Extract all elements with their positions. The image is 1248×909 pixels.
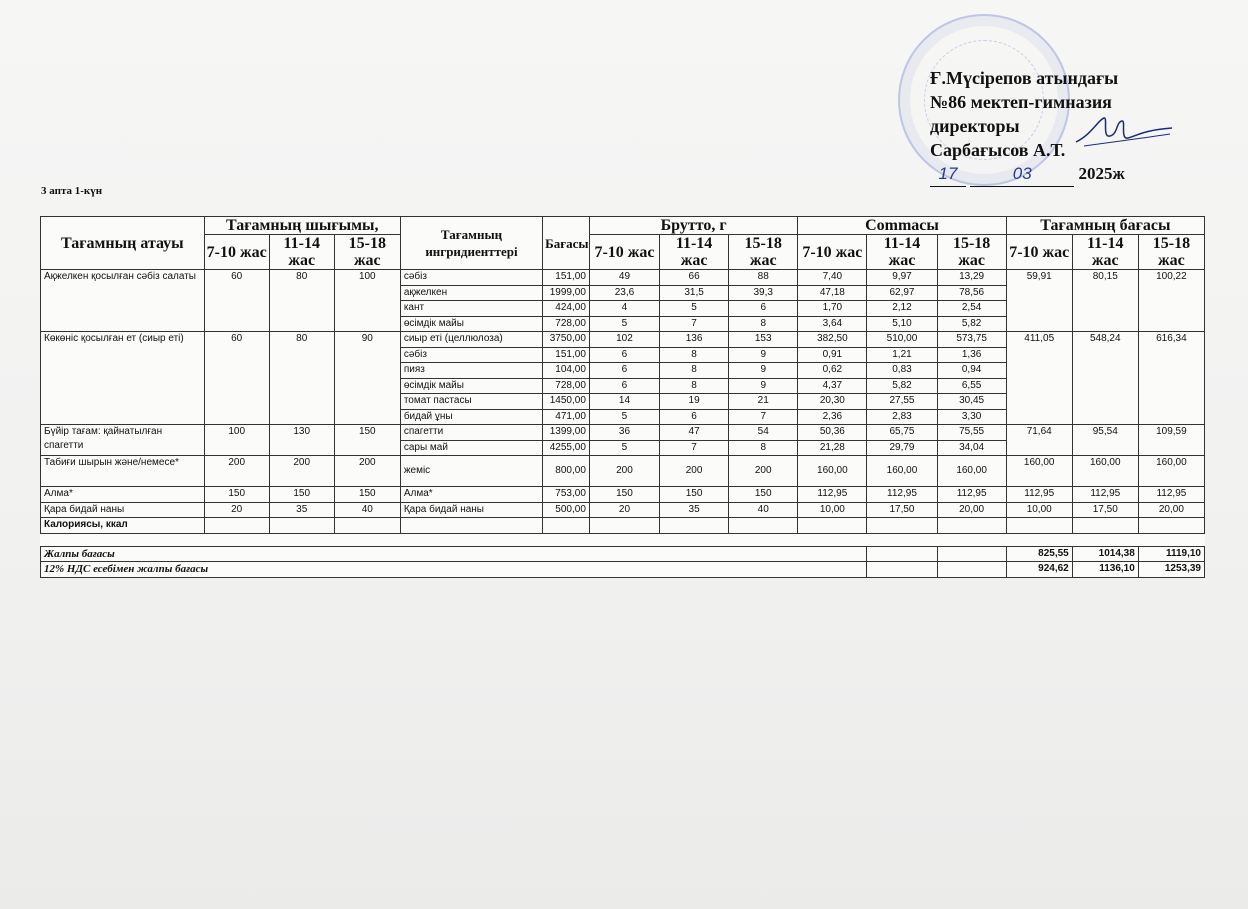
sum-value: 0,91 [798, 347, 867, 363]
brutto-value: 5 [660, 301, 729, 317]
total-row-empty [937, 546, 1006, 562]
brutto-value: 150 [729, 487, 798, 503]
sum-value: 1,70 [798, 301, 867, 317]
ingredient-price: 1450,00 [543, 394, 590, 410]
approval-date-month: 03 [970, 162, 1074, 187]
brutto-value: 8 [729, 316, 798, 332]
table-row [41, 332, 1205, 348]
dish-output: 90 [334, 332, 400, 425]
brutto-value: 8 [660, 378, 729, 394]
vat-total-row-value: 924,62 [1006, 562, 1072, 578]
brutto-value: 8 [729, 440, 798, 456]
sum-value: 160,00 [937, 456, 1006, 487]
dish-output: 100 [204, 425, 269, 456]
calories-empty-cell [1072, 518, 1138, 534]
dish-price-value: 160,00 [1072, 456, 1138, 487]
sum-value: 5,82 [937, 316, 1006, 332]
dish-price-value: 112,95 [1072, 487, 1138, 503]
calories-empty-cell [334, 518, 400, 534]
brutto-value: 5 [589, 440, 659, 456]
ingredient-price: 1999,00 [543, 285, 590, 301]
sum-value: 5,82 [867, 378, 937, 394]
dish-name: Бүйір тағам: қайнатылған спагетти [41, 425, 205, 456]
header-price-age-2: 11-14 жас [1072, 235, 1138, 270]
header-brutto-age-1: 7-10 жас [589, 235, 659, 270]
dish-output: 200 [334, 456, 400, 487]
sum-value: 29,79 [867, 440, 937, 456]
spacer-row [41, 533, 1205, 546]
dish-price-value: 548,24 [1072, 332, 1138, 425]
sum-value: 78,56 [937, 285, 1006, 301]
table-row [41, 502, 1205, 518]
ingredient-name: сиыр еті (целлюлоза) [400, 332, 542, 348]
brutto-value: 150 [589, 487, 659, 503]
dish-name: Қара бидай наны [41, 502, 205, 518]
dish-output: 80 [269, 332, 334, 425]
brutto-value: 5 [589, 409, 659, 425]
total-row-value: 1119,10 [1138, 546, 1204, 562]
brutto-value: 39,3 [729, 285, 798, 301]
brutto-value: 150 [660, 487, 729, 503]
ingredient-price: 500,00 [543, 502, 590, 518]
calories-label: Калориясы, ккал [41, 518, 205, 534]
calories-empty-cell [798, 518, 867, 534]
total-row [41, 546, 1205, 562]
sum-value: 27,55 [867, 394, 937, 410]
header-output: Тағамның шығымы, [204, 217, 400, 235]
brutto-value: 102 [589, 332, 659, 348]
brutto-value: 8 [660, 347, 729, 363]
sum-value: 62,97 [867, 285, 937, 301]
ingredient-name: сары май [400, 440, 542, 456]
brutto-value: 6 [589, 347, 659, 363]
spacer-cell [41, 533, 1205, 546]
sum-value: 30,45 [937, 394, 1006, 410]
dish-output: 20 [204, 502, 269, 518]
dish-output: 80 [269, 270, 334, 332]
table-row [41, 425, 1205, 441]
sum-value: 1,36 [937, 347, 1006, 363]
calories-empty-cell [660, 518, 729, 534]
header-sum: Сommасы [798, 217, 1006, 235]
ingredient-price: 800,00 [543, 456, 590, 487]
dish-price-value: 160,00 [1006, 456, 1072, 487]
header-price-age-1: 7-10 жас [1006, 235, 1072, 270]
ingredient-price: 753,00 [543, 487, 590, 503]
sum-value: 510,00 [867, 332, 937, 348]
calories-empty-cell [589, 518, 659, 534]
ingredient-price: 3750,00 [543, 332, 590, 348]
brutto-value: 6 [660, 409, 729, 425]
brutto-value: 88 [729, 270, 798, 286]
ingredient-name: Алма* [400, 487, 542, 503]
sum-value: 2,54 [937, 301, 1006, 317]
brutto-value: 14 [589, 394, 659, 410]
sum-value: 4,37 [798, 378, 867, 394]
sum-value: 75,55 [937, 425, 1006, 441]
header-output-age-2: 11-14 жас [269, 235, 334, 270]
dish-price-value: 100,22 [1138, 270, 1204, 332]
director-signature [1074, 112, 1174, 152]
ingredient-price: 728,00 [543, 378, 590, 394]
ingredient-price: 424,00 [543, 301, 590, 317]
calories-empty-cell [400, 518, 542, 534]
sum-value: 50,36 [798, 425, 867, 441]
dish-output: 35 [269, 502, 334, 518]
sum-value: 5,10 [867, 316, 937, 332]
brutto-value: 36 [589, 425, 659, 441]
sum-value: 112,95 [937, 487, 1006, 503]
brutto-value: 31,5 [660, 285, 729, 301]
sum-value: 160,00 [798, 456, 867, 487]
dish-price-value: 20,00 [1138, 502, 1204, 518]
sum-value: 0,62 [798, 363, 867, 379]
header-price: Бағасы [543, 217, 590, 270]
header-name: Тағамның атауы [41, 217, 205, 270]
vat-total-row-empty [937, 562, 1006, 578]
sum-value: 0,83 [867, 363, 937, 379]
brutto-value: 5 [589, 316, 659, 332]
header-brutto-age-3: 15-18 жас [729, 235, 798, 270]
brutto-value: 47 [660, 425, 729, 441]
dish-output: 130 [269, 425, 334, 456]
sum-value: 3,30 [937, 409, 1006, 425]
dish-output: 60 [204, 270, 269, 332]
ingredient-name: бидай ұны [400, 409, 542, 425]
ingredient-name: кант [400, 301, 542, 317]
brutto-value: 4 [589, 301, 659, 317]
calories-empty-cell [729, 518, 798, 534]
sum-value: 20,30 [798, 394, 867, 410]
dish-price-value: 411,05 [1006, 332, 1072, 425]
vat-total-row [41, 562, 1205, 578]
header-sum-age-3: 15-18 жас [937, 235, 1006, 270]
approval-date-year: 2025ж [1078, 164, 1125, 183]
sum-value: 0,94 [937, 363, 1006, 379]
header-price-age-3: 15-18 жас [1138, 235, 1204, 270]
dish-name: Ақжелкен қосылған сәбіз салаты [41, 270, 205, 332]
dish-output: 100 [334, 270, 400, 332]
dish-name: Табиғи шырын және/немесе* [41, 456, 205, 487]
ingredient-price: 104,00 [543, 363, 590, 379]
dish-price-value: 95,54 [1072, 425, 1138, 456]
ingredient-price: 151,00 [543, 347, 590, 363]
menu-table [40, 216, 1205, 578]
sum-value: 47,18 [798, 285, 867, 301]
ingredient-name: сәбіз [400, 270, 542, 286]
table-row [41, 487, 1205, 503]
sum-value: 112,95 [798, 487, 867, 503]
approval-line-4: Сарбағысов А.Т. [930, 140, 1066, 160]
approval-line-3: директоры [930, 116, 1020, 136]
brutto-value: 6 [729, 301, 798, 317]
vat-total-row-label: 12% НДС есебімен жалпы бағасы [41, 562, 867, 578]
brutto-value: 6 [589, 363, 659, 379]
brutto-value: 49 [589, 270, 659, 286]
header-sum-age-2: 11-14 жас [867, 235, 937, 270]
dish-price-value: 112,95 [1006, 487, 1072, 503]
sum-value: 573,75 [937, 332, 1006, 348]
brutto-value: 136 [660, 332, 729, 348]
calories-empty-cell [937, 518, 1006, 534]
brutto-value: 20 [589, 502, 659, 518]
brutto-value: 66 [660, 270, 729, 286]
sum-value: 13,29 [937, 270, 1006, 286]
week-day-label: 3 апта 1-күн [41, 185, 103, 197]
sum-value: 6,55 [937, 378, 1006, 394]
ingredient-name: ақжелкен [400, 285, 542, 301]
dish-output: 200 [269, 456, 334, 487]
brutto-value: 7 [660, 316, 729, 332]
dish-output: 150 [334, 487, 400, 503]
dish-name: Алма* [41, 487, 205, 503]
approval-line-1: Ғ.Мүсірепов атындағы [930, 68, 1119, 88]
header-dish-price: Тағамның бағасы [1006, 217, 1204, 235]
table-row [41, 270, 1205, 286]
calories-empty-cell [204, 518, 269, 534]
header-brutto-age-2: 11-14 жас [660, 235, 729, 270]
dish-price-value: 80,15 [1072, 270, 1138, 332]
ingredient-name: өсімдік майы [400, 378, 542, 394]
dish-price-value: 17,50 [1072, 502, 1138, 518]
sum-value: 1,21 [867, 347, 937, 363]
ingredient-name: спагетти [400, 425, 542, 441]
dish-output: 200 [204, 456, 269, 487]
vat-total-row-empty [867, 562, 937, 578]
brutto-value: 200 [660, 456, 729, 487]
brutto-value: 8 [660, 363, 729, 379]
ingredient-name: пияз [400, 363, 542, 379]
brutto-value: 200 [729, 456, 798, 487]
header-brutto: Брутто, г [589, 217, 797, 235]
approval-line-2: №86 мектеп-гимназия [930, 92, 1112, 112]
ingredient-price: 151,00 [543, 270, 590, 286]
dish-output: 150 [204, 487, 269, 503]
approval-date [930, 162, 1190, 187]
sum-value: 112,95 [867, 487, 937, 503]
header-output-age-1: 7-10 жас [204, 235, 269, 270]
calories-empty-cell [1138, 518, 1204, 534]
brutto-value: 9 [729, 378, 798, 394]
dish-price-value: 616,34 [1138, 332, 1204, 425]
total-row-value: 825,55 [1006, 546, 1072, 562]
calories-empty-cell [543, 518, 590, 534]
dish-price-value: 109,59 [1138, 425, 1204, 456]
brutto-value: 200 [589, 456, 659, 487]
dish-price-value: 10,00 [1006, 502, 1072, 518]
brutto-value: 9 [729, 347, 798, 363]
brutto-value: 21 [729, 394, 798, 410]
table-row [41, 456, 1205, 487]
sum-value: 160,00 [867, 456, 937, 487]
sum-value: 3,64 [798, 316, 867, 332]
brutto-value: 7 [660, 440, 729, 456]
ingredient-price: 471,00 [543, 409, 590, 425]
header-sum-age-1: 7-10 жас [798, 235, 867, 270]
sum-value: 2,36 [798, 409, 867, 425]
ingredient-price: 728,00 [543, 316, 590, 332]
ingredient-price: 4255,00 [543, 440, 590, 456]
vat-total-row-value: 1136,10 [1072, 562, 1138, 578]
sum-value: 7,40 [798, 270, 867, 286]
ingredient-name: Қара бидай наны [400, 502, 542, 518]
ingredient-name: сәбіз [400, 347, 542, 363]
sum-value: 34,04 [937, 440, 1006, 456]
total-row-value: 1014,38 [1072, 546, 1138, 562]
sum-value: 382,50 [798, 332, 867, 348]
sum-value: 20,00 [937, 502, 1006, 518]
brutto-value: 153 [729, 332, 798, 348]
dish-output: 150 [334, 425, 400, 456]
calories-empty-cell [269, 518, 334, 534]
brutto-value: 23,6 [589, 285, 659, 301]
brutto-value: 7 [729, 409, 798, 425]
dish-price-value: 59,91 [1006, 270, 1072, 332]
sum-value: 17,50 [867, 502, 937, 518]
header-ingredients: Тағамның ингридиенттері [400, 217, 542, 270]
calories-row [41, 518, 1205, 534]
brutto-value: 54 [729, 425, 798, 441]
brutto-value: 19 [660, 394, 729, 410]
dish-output: 40 [334, 502, 400, 518]
dish-name: Көкөніс қосылған ет (сиыр еті) [41, 332, 205, 425]
sum-value: 9,97 [867, 270, 937, 286]
ingredient-name: жеміс [400, 456, 542, 487]
brutto-value: 6 [589, 378, 659, 394]
sum-value: 65,75 [867, 425, 937, 441]
ingredient-name: өсімдік майы [400, 316, 542, 332]
sum-value: 2,12 [867, 301, 937, 317]
calories-empty-cell [867, 518, 937, 534]
vat-total-row-value: 1253,39 [1138, 562, 1204, 578]
dish-output: 60 [204, 332, 269, 425]
total-row-label: Жалпы бағасы [41, 546, 867, 562]
brutto-value: 9 [729, 363, 798, 379]
ingredient-price: 1399,00 [543, 425, 590, 441]
dish-price-value: 112,95 [1138, 487, 1204, 503]
brutto-value: 40 [729, 502, 798, 518]
calories-empty-cell [1006, 518, 1072, 534]
dish-price-value: 160,00 [1138, 456, 1204, 487]
total-row-empty [867, 546, 937, 562]
dish-output: 150 [269, 487, 334, 503]
header-output-age-3: 15-18 жас [334, 235, 400, 270]
dish-price-value: 71,64 [1006, 425, 1072, 456]
sum-value: 10,00 [798, 502, 867, 518]
brutto-value: 35 [660, 502, 729, 518]
sum-value: 2,83 [867, 409, 937, 425]
approval-date-day: 17 [930, 162, 966, 187]
sum-value: 21,28 [798, 440, 867, 456]
ingredient-name: томат пастасы [400, 394, 542, 410]
